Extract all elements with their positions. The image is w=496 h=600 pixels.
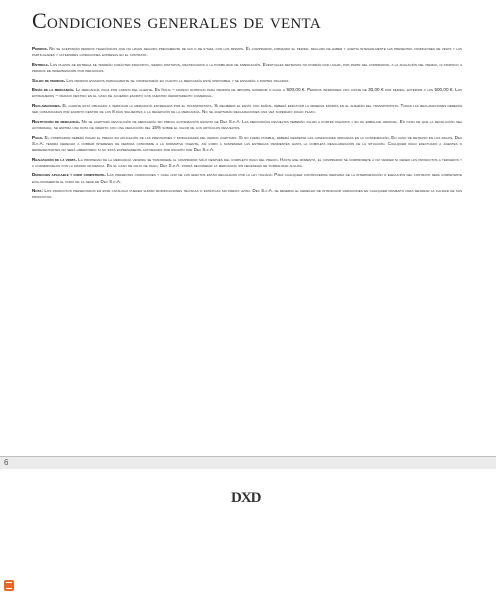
document-content [32, 8, 462, 204]
paragraph-text: El comprador deberá pagar el precio en aplicación de las previsiones y modalidades del pedido aceptado. Si no fuera posible, deberá respetar las condiciones indicadas en la confirmación. En caso de retraso en los pagos, Dex S.p.A. tendrá derecho a cobrar intereses de demora conforme a la normativa vigente, así como a suspender las entregas pendientes hasta la completa regularización de la situación. Cualquier pago efectuado a agentes o representantes no será liberatorio si no está expresamente autorizado por escrito por Dex S.p.A. [32, 134, 462, 152]
paragraph-pedidos [32, 46, 462, 58]
brand-logo: DXD [231, 490, 261, 506]
paragraph-heading: Saldo de pedidos. [32, 77, 66, 83]
paragraph-heading: Realización de la venta. [32, 156, 77, 162]
paragraph-reclamaciones [32, 103, 462, 115]
paragraph-text: No se aceptarán pedidos telefónicos que no hayan seguido previamente de fax o de e-mail con los mismos. El comprador, firmando el pedido, declara de haber y acepta integralmente las presentes condiciones de venta y las particulares y ulteriores condiciones expresas en el contrato. [32, 46, 463, 58]
paragraph-text: El cliente está obligado a verificar la mercancía entregada por el transportista. Si recibiera el envío con daños, deberá efectuar la reserva escrita en el albarán del transportista. Todas las reclamaciones deberán ser comunicadas por escrito dentro de los 8 días siguientes a la recepción de la mercancía. No se aceptarán reclamaciones una vez superado dicho plazo. [32, 102, 463, 115]
paragraph-heading: Nota: [32, 188, 43, 194]
paragraph-heading: Entrega. [32, 61, 50, 67]
paragraph-text: Las presentes condiciones y cada uno de los efectos están regulados por la ley italiana. Para cualquier controversia derivada de la interpretación o ejecución del contrato será competente exclusivamente el foro de la sede de Dex S.p.A. [32, 172, 463, 184]
paragraph-heading: Reclamaciones. [32, 102, 61, 108]
page-title: Condiciones generales de venta [32, 8, 321, 33]
page-number: 6 [4, 458, 9, 467]
paragraph-nota [32, 188, 462, 200]
paragraph-heading: Pago. [32, 134, 44, 140]
paragraph-text: No se aceptará devolución de mercancía sin previa autorización escrita de Dex S.p.A. Las mercancías devueltas deberán viajar a portes pagados y en su embalaje original. En caso de que la devolución sea autorizada, se emitirá una nota de crédito con una deducción del 15% sobre el valor de los artículos devueltos. [32, 118, 462, 130]
paragraph-text: Los productos presentados en este catálogo pueden sufrir modificaciones técnicas o estéticas sin previo aviso. Dex S.p.A. se reserva el derecho de introducir variaciones en cualquier momento para mejorar la calidad de sus productos. [32, 188, 462, 200]
lower-blank-area [0, 469, 496, 600]
paragraph-entrega [32, 62, 462, 74]
paragraph-realizacion [32, 157, 462, 169]
paragraph-pago [32, 135, 462, 154]
paragraph-text: La propiedad de la mercancía vendida se transfiere al comprador sólo después del completo pago del precio. Hasta ese momento, el comprador se compromete a no vender ni ceder los productos a terceros y a conservarlos con la máxima diligencia. En el caso de falta de pago, Dex S.p.A. podrá recuperar la mercancía sin necesidad de formalidad alguna. [32, 156, 462, 168]
paragraph-saldo [32, 78, 462, 84]
footer-band [0, 456, 496, 470]
paragraph-heading: Restitución de mercancía. [32, 118, 81, 124]
paragraph-heading: Pedidos. [32, 46, 48, 51]
paragraph-derechos [32, 172, 462, 184]
paragraph-text: Los pedidos enviados parcialmente se completarán en cuanto la mercancía esté disponible y se enviarán a portes pagados. [66, 77, 290, 83]
pdf-icon[interactable] [4, 580, 14, 591]
paragraph-heading: Envío de la mercancía. [32, 87, 75, 93]
paragraph-restitucion [32, 119, 462, 131]
paragraph-heading: Derechos aplicable y foro competente. [32, 172, 106, 178]
paragraph-envio [32, 87, 462, 99]
paragraph-text: La mercancía viaja por cuenta del cliente. En Italia – franco domicilio para pedidos de importe superior o igual a 500,00 €. Pedidos inferiores con coste de 30,00 € por pedido, exterior a los 500,00 €. Los extranjeros – franco destino en el caso de acuerdo escrito con nuestro departamento comercial. [32, 87, 462, 99]
paragraph-text: Los plazos de entrega se tendrán carácter indicativo, siendo distintos, rectificados a la posibilidad de fabricación. Eventuales retrasos no podrán dar lugar, por parte del comprador, a la anulación del pedido, ni tampoco a pedidos de indemnización por perjuicios. [32, 61, 462, 73]
